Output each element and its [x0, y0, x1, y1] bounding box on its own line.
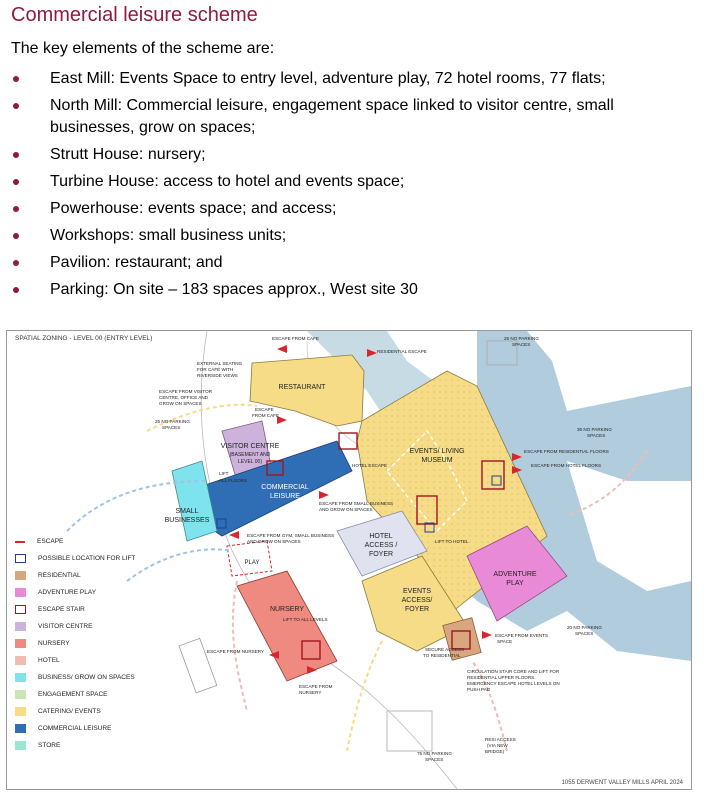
list-item: Strutt House: nursery;: [0, 144, 718, 166]
annotation: RESIDENTIAL UPPER FLOORS.: [467, 675, 536, 680]
legend-swatch: [15, 656, 26, 665]
visitor-centre-label: LEVEL 00): [238, 459, 262, 465]
annotation: SECURE ACCESS: [425, 647, 465, 652]
annotation: LIFT: [219, 471, 229, 476]
annotation: SPACES: [512, 342, 531, 347]
escape-stair-marker: [339, 433, 357, 449]
legend-swatch: [15, 707, 26, 716]
list-item: East Mill: Events Space to entry level, adventure play, 72 hotel rooms, 77 flats;: [0, 68, 718, 90]
legend-label: CATERING/ EVENTS: [38, 707, 101, 715]
commercial-label: LEISURE: [270, 493, 300, 500]
annotation: ESCAPE FROM SMALL BUSINESS: [319, 501, 394, 506]
annotation: ESCAPE FROM NURSERY: [207, 649, 265, 654]
plan-legend: [15, 533, 175, 754]
legend-item: [15, 584, 175, 601]
annotation: RESIDENTIAL ESCAPE: [377, 349, 427, 354]
annotation: ESCAPE FROM GYM, SMALL BUSINESS: [247, 533, 335, 538]
hotel-access-label: HOTEL: [369, 533, 393, 540]
legend-label: ENGAGEMENT SPACE: [38, 690, 108, 698]
list-item: Parking: On site – 183 spaces approx., West site 30: [0, 279, 718, 301]
annotation: FOR CAFÉ WITH: [197, 367, 234, 372]
annotation: ESCAPE FROM RESIDENTIAL FLOORS: [524, 449, 609, 454]
list-item: North Mill: Commercial leisure, engagement space linked to visitor centre, small businesses, grow on spaces;: [0, 95, 718, 139]
hotel-access-label: FOYER: [368, 551, 394, 558]
annotation: LIFT TO HOTEL: [435, 539, 469, 544]
legend-label: STORE: [38, 741, 61, 749]
annotation: TO RESIDENTIAL: [423, 653, 461, 658]
annotation: 26 NO PARKING: [504, 336, 539, 341]
legend-swatch: [15, 605, 26, 614]
nursery-label: NURSERY: [269, 606, 305, 613]
building-outline: [387, 711, 432, 751]
commercial-label: COMMERCIAL: [261, 484, 309, 491]
play-area: [227, 541, 272, 576]
events-museum-label: MUSEUM: [421, 457, 453, 464]
annotation: ESCAPE FROM EVENTS: [495, 633, 549, 638]
legend-swatch: [15, 554, 26, 563]
events-foyer-label: FOYER: [404, 606, 430, 613]
scheme-elements-list: [0, 68, 718, 306]
small-business-zone: [172, 461, 217, 541]
list-item: Workshops: small business units;: [0, 225, 718, 247]
adventure-play-label: ADVENTURE: [493, 571, 537, 578]
small-business-label: BUSINESSES: [164, 517, 210, 524]
annotation: RESI ACCESS: [485, 737, 516, 742]
legend-swatch: [15, 639, 26, 648]
legend-item: [15, 533, 175, 550]
legend-item: [15, 737, 175, 754]
list-item: Turbine House: access to hotel and events space;: [0, 171, 718, 193]
annotation: HOTEL ESCAPE: [352, 463, 388, 468]
legend-item: [15, 601, 175, 618]
annotation: GROW ON SPACES: [159, 401, 202, 406]
legend-item: [15, 703, 175, 720]
small-business-label: SMALL: [175, 508, 199, 515]
annotation: 26 NO PARKING: [155, 419, 190, 424]
legend-swatch: [15, 541, 25, 543]
annotation: NURSERY: [299, 690, 322, 695]
annotation: AND GROW ON SPACES: [247, 539, 301, 544]
annotation: 75 NO PARKING: [417, 751, 452, 756]
annotation: ESCAPE FROM HOTEL FLOORS: [531, 463, 602, 468]
legend-label: BUSINESS/ GROW ON SPACES: [38, 673, 135, 681]
annotation: 36 NO PARKING: [577, 427, 612, 432]
page-title: Commercial leisure scheme: [11, 4, 258, 26]
legend-swatch: [15, 724, 26, 733]
restaurant-label: RESTAURANT: [278, 384, 326, 391]
adventure-play-label: PLAY: [506, 580, 524, 587]
annotation: ESCAPE FROM VISITOR: [159, 389, 213, 394]
legend-label: NURSERY: [38, 639, 70, 647]
annotation: RIVERSIDE VIEWS: [197, 373, 238, 378]
legend-label: VISITOR CENTRE: [38, 622, 93, 630]
annotation: EXTERNAL SEATING: [197, 361, 243, 366]
legend-item: [15, 567, 175, 584]
legend-item: [15, 686, 175, 703]
visitor-centre-label: VISITOR CENTRE: [220, 443, 280, 450]
list-item: Powerhouse: events space; and access;: [0, 198, 718, 220]
legend-swatch: [15, 741, 26, 750]
annotation: AND GROW ON SPACES: [319, 507, 373, 512]
annotation: (VIA NEW: [487, 743, 508, 748]
list-item: Pavilion: restaurant; and: [0, 252, 718, 274]
legend-label: ESCAPE: [37, 537, 64, 545]
escape-arrow: [277, 345, 287, 353]
annotation: CIRCULATION STAIR CORE AND LIFT FOR: [467, 669, 560, 674]
building-outline: [179, 638, 217, 693]
legend-item: [15, 652, 175, 669]
legend-label: ESCAPE STAIR: [38, 605, 85, 613]
annotation: ESCAPE FROM: [299, 684, 333, 689]
legend-swatch: [15, 588, 26, 597]
plan-footer: 1055 DERWENT VALLEY MILLS APRIL 2024: [561, 780, 683, 786]
legend-item: [15, 618, 175, 635]
annotation: SPACES: [425, 757, 444, 762]
legend-swatch: [15, 673, 26, 682]
events-foyer-label: EVENTS: [402, 588, 432, 595]
annotation: CENTRE, OFFICE AND: [159, 395, 209, 400]
annotation: ESCAPE: [255, 407, 274, 412]
annotation: BRIDGE): [485, 749, 505, 754]
annotation: 20 NO PARKING: [567, 625, 602, 630]
annotation: ESCAPE FROM CAFE: [272, 336, 319, 341]
hotel-access-label: ACCESS /: [364, 542, 398, 549]
legend-item: [15, 635, 175, 652]
legend-item: [15, 669, 175, 686]
annotation: LIFT TO ALL LEVELS: [283, 617, 328, 622]
site-plan: [6, 330, 692, 790]
nursery-zone: [237, 571, 337, 681]
legend-label: POSSIBLE LOCATION FOR LIFT: [38, 554, 136, 562]
intro-text: The key elements of the scheme are:: [11, 40, 275, 57]
annotation: SPACES: [587, 433, 606, 438]
annotation: PUSH PAD: [467, 687, 491, 692]
escape-arrow: [319, 491, 329, 499]
escape-arrow: [229, 531, 239, 539]
events-museum-label: EVENTS/ LIVING: [409, 448, 465, 455]
legend-label: HOTEL: [38, 656, 60, 664]
plan-heading: SPATIAL ZONING - LEVEL 00 (ENTRY LEVEL): [15, 335, 153, 342]
annotation: ALL FLOORS: [219, 478, 248, 483]
legend-swatch: [15, 622, 26, 631]
annotation: SPACE: [497, 639, 513, 644]
escape-arrow: [482, 631, 492, 639]
legend-label: RESIDENTIAL: [38, 571, 81, 579]
annotation: SPACES: [575, 631, 594, 636]
annotation: EMERGENCY ESCAPE HOTEL LEVELS ON: [467, 681, 560, 686]
legend-label: COMMERCIAL LEISURE: [38, 724, 112, 732]
visitor-centre-label: (BASEMENT AND: [229, 452, 271, 458]
legend-item: [15, 720, 175, 737]
legend-label: ADVENTURE PLAY: [38, 588, 97, 596]
legend-item: [15, 550, 175, 567]
route-arrow: [347, 641, 382, 751]
play-label: PLAY: [244, 560, 260, 566]
legend-swatch: [15, 571, 26, 580]
annotation: SPACES: [162, 425, 181, 430]
annotation: FROM CAFE: [252, 413, 280, 418]
legend-swatch: [15, 690, 26, 699]
events-foyer-label: ACCESS/: [401, 597, 433, 604]
